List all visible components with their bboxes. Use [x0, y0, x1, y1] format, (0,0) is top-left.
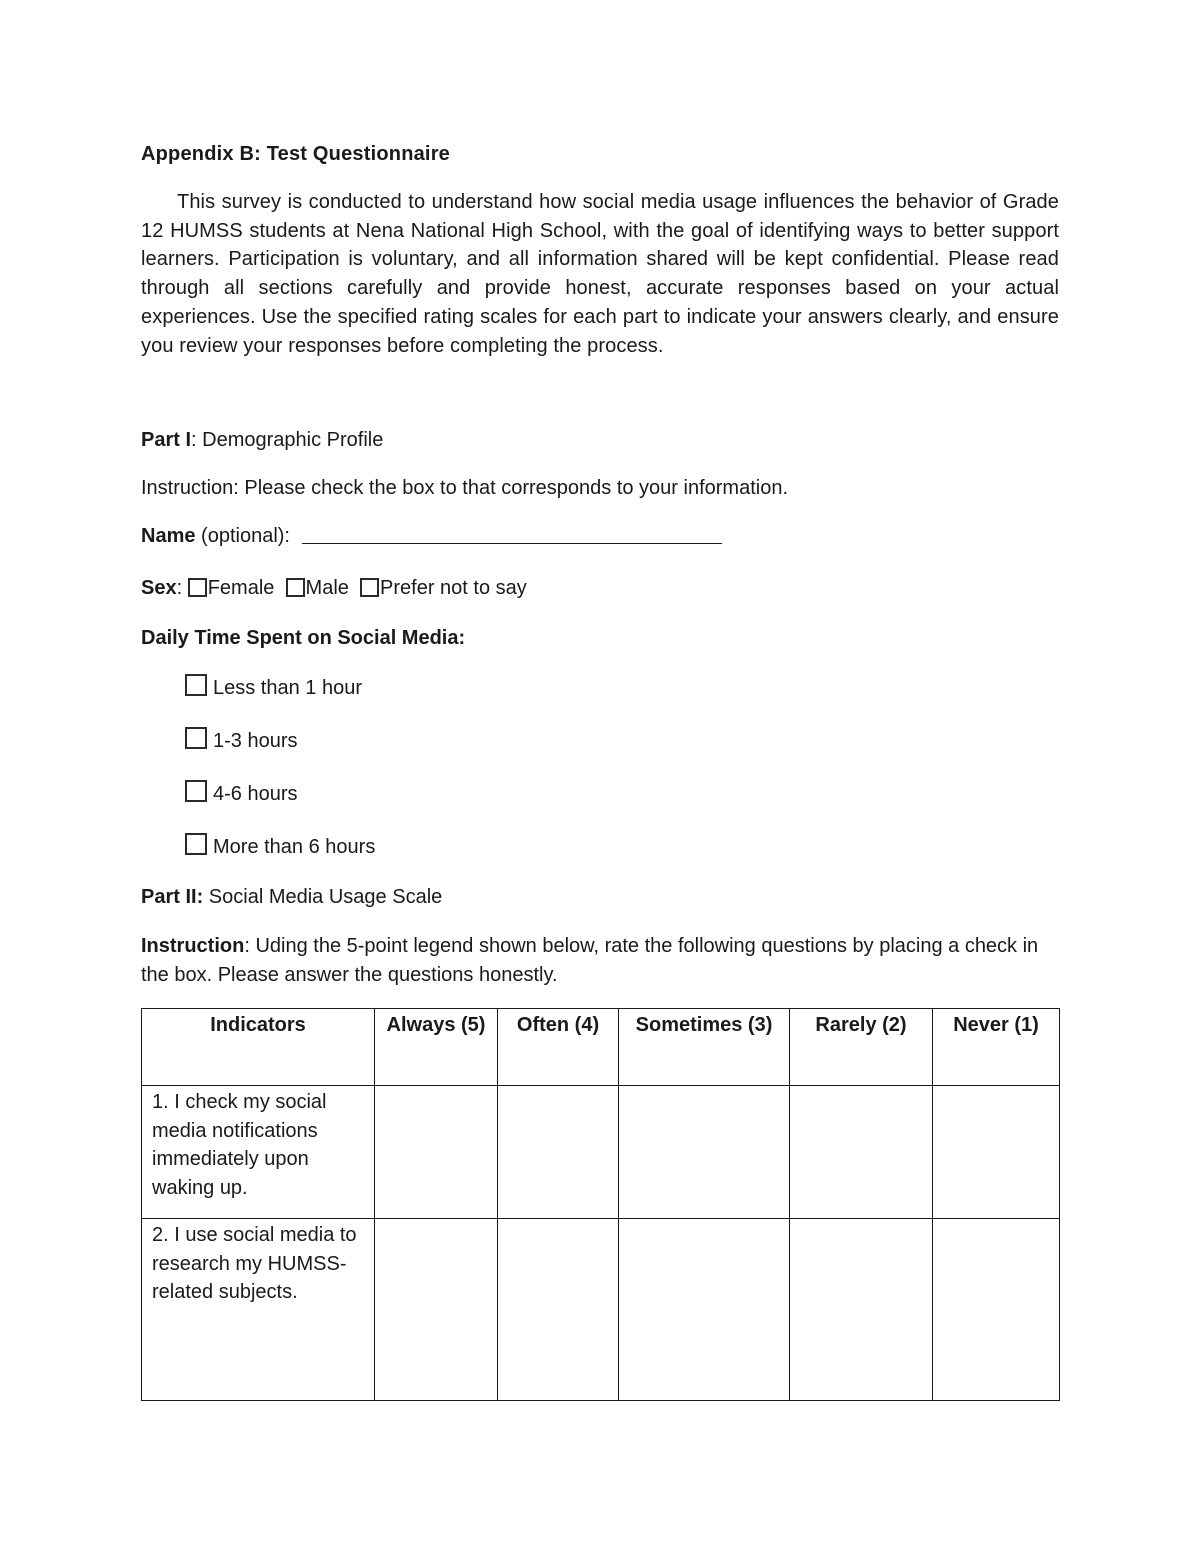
name-blank-line[interactable]	[302, 525, 722, 544]
daily-option-1-3	[185, 727, 298, 753]
daily-1-3-label: 1-3 hours	[213, 730, 298, 752]
part1-instruction: Instruction: Please check the box to that corresponds to your information.	[141, 477, 789, 499]
rating-cell-sometimes[interactable]	[619, 1086, 790, 1219]
sex-female-label: Female	[207, 577, 275, 599]
daily-option-4-6	[185, 780, 298, 806]
part2-instruction	[141, 932, 1059, 989]
name-row	[141, 524, 722, 548]
name-optional-label: (optional):	[195, 525, 296, 547]
document-title: Appendix B: Test Questionnaire	[141, 143, 450, 165]
daily-option-less-than-1	[185, 674, 362, 700]
part2-label: Part II:	[141, 886, 204, 908]
table-row	[142, 1086, 1060, 1219]
intro-paragraph: This survey is conducted to understand how social media usage influences the behavior of Grade 12 HUMSS students at Nena National High School, with the goal of identifying ways to better support learners. Participation is voluntary, and all information shared will be kept confidential. Please read through all sections carefully and provide honest, accurate responses based on your actual experiences. Use the specified rating scales for each part to indicate your answers clearly, and ensure you review your responses before completing the process.	[141, 191, 1059, 357]
daily-less-than-1-label: Less than 1 hour	[213, 677, 362, 699]
sex-male-label: Male	[305, 577, 349, 599]
header-indicators: Indicators	[142, 1009, 375, 1086]
header-always: Always (5)	[375, 1009, 498, 1086]
part1-title: : Demographic Profile	[191, 429, 384, 451]
part1-heading	[141, 428, 383, 452]
name-label: Name	[141, 525, 196, 547]
sex-label: Sex	[141, 577, 177, 599]
header-sometimes: Sometimes (3)	[619, 1009, 790, 1086]
indicator-cell: 2. I use social media to research my HUMSS-related subjects.	[142, 1219, 375, 1401]
part2-instruction-label: Instruction	[141, 935, 245, 957]
rating-cell-rarely[interactable]	[790, 1219, 933, 1401]
rating-cell-often[interactable]	[498, 1219, 619, 1401]
rating-cell-often[interactable]	[498, 1086, 619, 1219]
sex-prefer-not-label: Prefer not to say	[380, 577, 527, 599]
daily-4-6-checkbox[interactable]	[185, 780, 207, 802]
part2-title: Social Media Usage Scale	[203, 886, 443, 908]
indicator-cell: 1. I check my social media notifications immediately upon waking up.	[142, 1086, 375, 1219]
rating-cell-rarely[interactable]	[790, 1086, 933, 1219]
daily-time-heading: Daily Time Spent on Social Media:	[141, 627, 466, 649]
part2-heading	[141, 885, 442, 909]
rating-cell-always[interactable]	[375, 1219, 498, 1401]
daily-more-than-6-label: More than 6 hours	[213, 836, 376, 858]
sex-female-checkbox[interactable]	[188, 578, 207, 597]
header-often: Often (4)	[498, 1009, 619, 1086]
table-header-row	[142, 1009, 1060, 1086]
sex-colon: :	[176, 577, 183, 599]
daily-less-than-1-checkbox[interactable]	[185, 674, 207, 696]
daily-1-3-checkbox[interactable]	[185, 727, 207, 749]
rating-table	[141, 1008, 1060, 1401]
table-row	[142, 1219, 1060, 1401]
header-never: Never (1)	[933, 1009, 1060, 1086]
daily-4-6-label: 4-6 hours	[213, 783, 298, 805]
rating-cell-always[interactable]	[375, 1086, 498, 1219]
daily-more-than-6-checkbox[interactable]	[185, 833, 207, 855]
part2-instruction-text: : Uding the 5-point legend shown below, rate the following questions by placing a check in the box. Please answer the questions honestly.	[141, 935, 1039, 986]
rating-cell-never[interactable]	[933, 1086, 1060, 1219]
part1-label: Part I	[141, 429, 192, 451]
sex-prefer-not-checkbox[interactable]	[360, 578, 379, 597]
rating-cell-sometimes[interactable]	[619, 1219, 790, 1401]
sex-row	[141, 576, 527, 600]
sex-male-checkbox[interactable]	[286, 578, 305, 597]
daily-option-more-than-6	[185, 833, 375, 859]
rating-cell-never[interactable]	[933, 1219, 1060, 1401]
header-rarely: Rarely (2)	[790, 1009, 933, 1086]
